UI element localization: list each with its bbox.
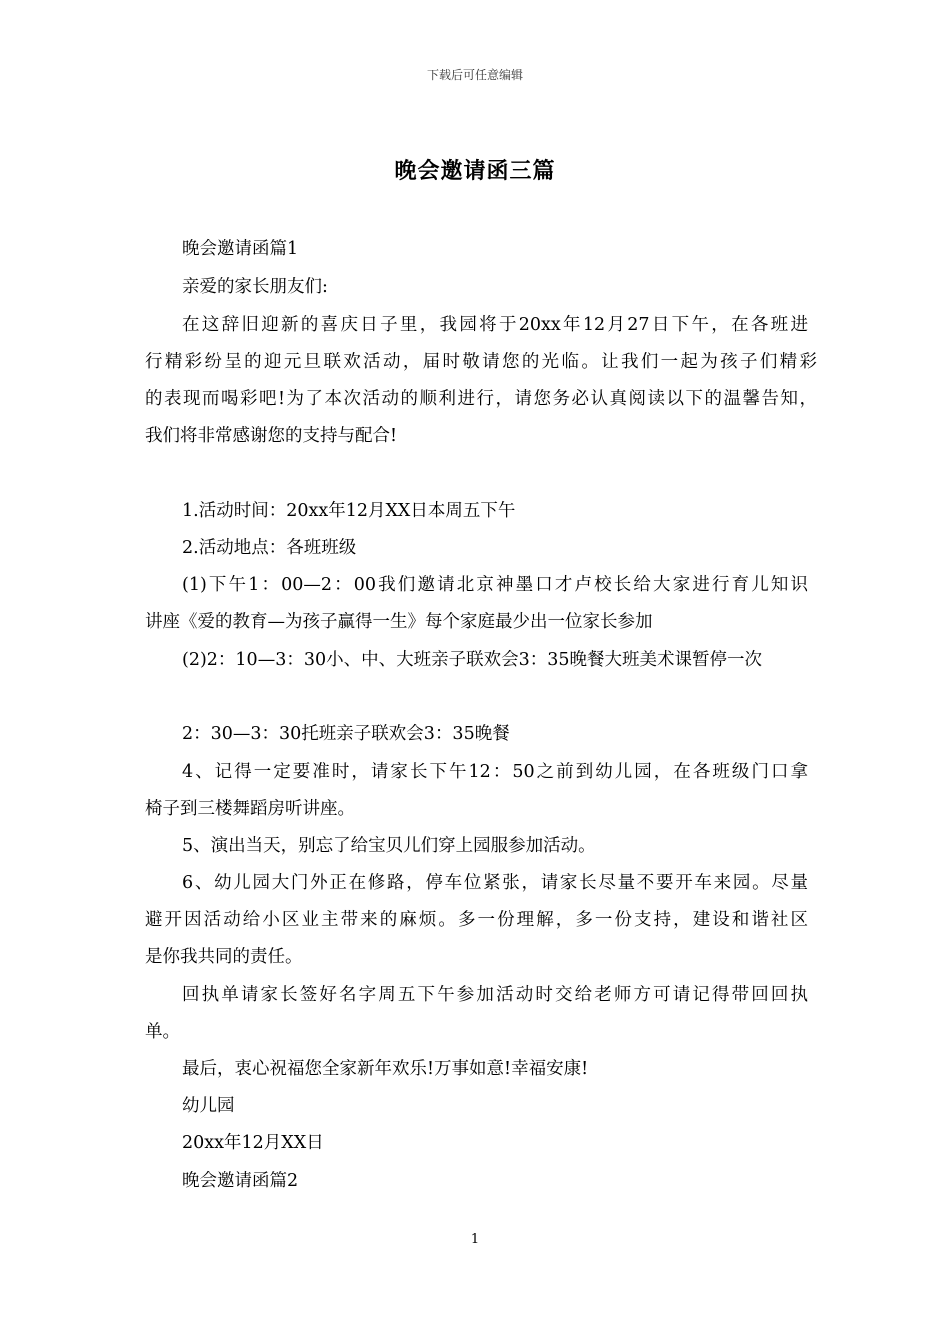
closing-wishes: 最后，衷心祝福您全家新年欢乐!万事如意!幸福安康!	[182, 1059, 589, 1079]
item-schedule-3: 2：30—3：30托班亲子联欢会3：35晚餐	[182, 724, 510, 744]
header-note: 下载后可任意编辑	[426, 68, 523, 82]
item-5: 5、演出当天，别忘了给宝贝儿们穿上园服参加活动。	[182, 836, 596, 856]
section-heading-1: 晚会邀请函篇1	[182, 239, 299, 259]
paragraph-intro-line-1: 在这辞旧迎新的喜庆日子里，我园将于20xx年12月27日下午，在各班进	[182, 315, 808, 335]
paragraph-intro-line-3: 的表现而喝彩吧!为了本次活动的顺利进行，请您务必认真阅读以下的温馨告知，	[145, 389, 817, 409]
item-4-line-2: 椅子到三楼舞蹈房听讲座。	[145, 799, 355, 819]
paragraph-intro-line-2: 行精彩纷呈的迎元旦联欢活动，届时敬请您的光临。让我们一起为孩子们精彩	[145, 352, 817, 372]
signature-date: 20xx年12月XX日	[182, 1133, 324, 1153]
item-schedule-1-line-1: (1)下午1：00—2：00我们邀请北京神墨口才卢校长给大家进行育儿知识	[182, 575, 808, 595]
paragraph-intro-line-4: 我们将非常感谢您的支持与配合!	[145, 426, 398, 446]
document-title: 晚会邀请函三篇	[394, 158, 556, 184]
signature-kindergarten: 幼儿园	[182, 1096, 235, 1116]
item-activity-time: 1.活动时间：20xx年12月XX日本周五下午	[182, 501, 516, 521]
item-6-line-3: 是你我共同的责任。	[145, 947, 303, 967]
item-6-line-2: 避开因活动给小区业主带来的麻烦。多一份理解，多一份支持，建设和谐社区	[145, 910, 808, 930]
item-schedule-1-line-2: 讲座《爱的教育—为孩子赢得一生》每个家庭最少出一位家长参加	[145, 612, 653, 632]
item-4-line-1: 4、记得一定要准时，请家长下午12：50之前到幼儿园，在各班级门口拿	[182, 762, 808, 782]
receipt-note-line-1: 回执单请家长签好名字周五下午参加活动时交给老师方可请记得带回回执	[182, 985, 808, 1005]
page-number: 1	[470, 1232, 480, 1247]
item-6-line-1: 6、幼儿园大门外正在修路，停车位紧张，请家长尽量不要开车来园。尽量	[182, 873, 808, 893]
item-schedule-2: (2)2：10—3：30小、中、大班亲子联欢会3：35晚餐大班美术课暂停一次	[182, 650, 762, 670]
item-activity-location: 2.活动地点：各班班级	[182, 538, 357, 558]
salutation: 亲爱的家长朋友们:	[182, 277, 328, 297]
receipt-note-line-2: 单。	[145, 1022, 180, 1042]
section-heading-2: 晚会邀请函篇2	[182, 1171, 299, 1191]
